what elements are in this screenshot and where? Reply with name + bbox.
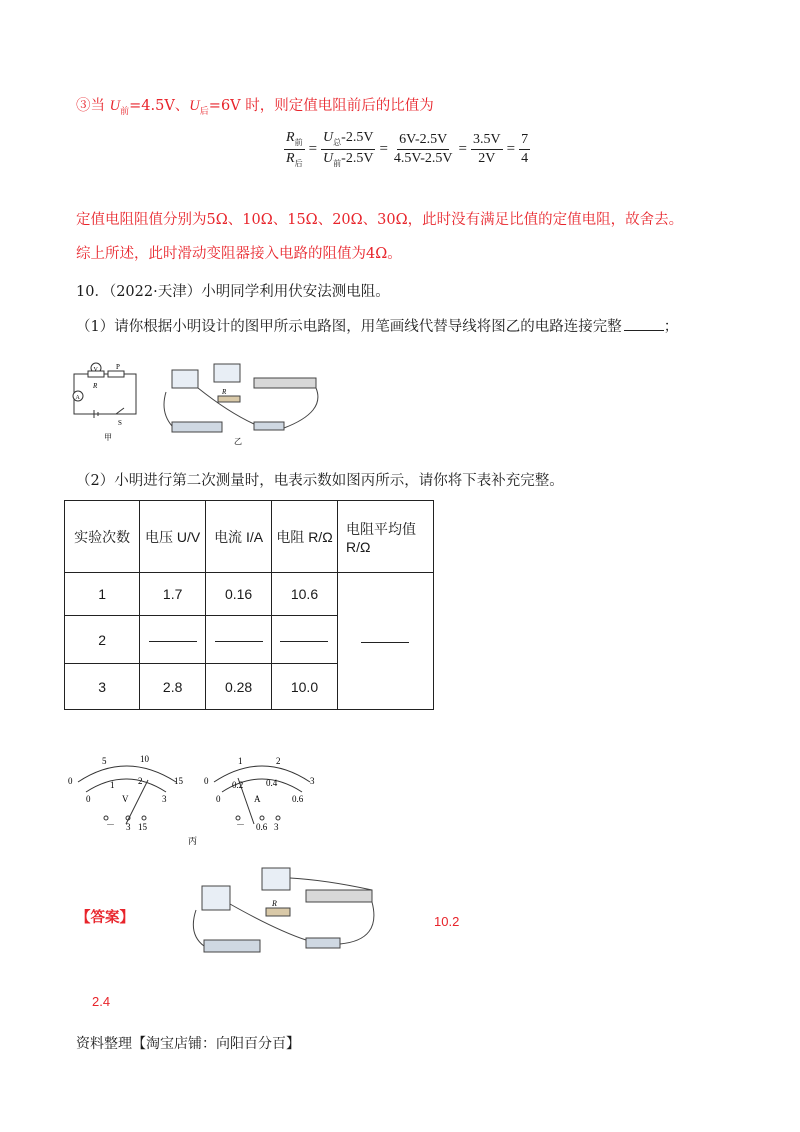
header-current: 电流 I/A [206, 501, 272, 573]
ammeter-symbol: A [75, 395, 80, 401]
measurement-table [64, 500, 434, 710]
svg-text:－: － [106, 820, 116, 830]
svg-text:2: 2 [138, 776, 143, 786]
svg-text:15: 15 [138, 822, 147, 832]
header-resistance: 电阻 R/Ω [272, 501, 338, 573]
resistor-label-yi: R [222, 388, 227, 396]
svg-text:0: 0 [216, 794, 221, 804]
header-voltage: 电压 U/V [140, 501, 206, 573]
question-10-part1: （1）请你根据小明设计的图甲所示电路图，用笔画线代替导线将图乙的电路连接完整 ； [76, 319, 679, 335]
svg-text:0: 0 [86, 794, 91, 804]
voltmeter-symbol: V [93, 367, 98, 373]
svg-text:0.6: 0.6 [256, 822, 268, 832]
table-row: 1 1.7 0.16 10.6 [65, 573, 434, 616]
resistances-paragraph: 定值电阻阻值分别为5Ω、10Ω、15Ω、20Ω、30Ω，此时没有满足比值的定值电阻，故舍去。 [76, 212, 684, 228]
footer-note: 资料整理【淘宝店铺：向阳百分百】 [76, 1036, 300, 1052]
table-header-row [65, 501, 434, 573]
svg-text:15: 15 [174, 776, 183, 786]
svg-text:0: 0 [204, 776, 209, 786]
circuit-diagram-jia [66, 358, 156, 444]
meters-bing [66, 752, 326, 848]
ratio-formula: $\frac{R_前}{R_后}$ = $\frac{U_总-2.5V}{U_前-2.5V}$ = $\frac{6V-2.5V}{4.5V-2.5V}$ = $\frac{3.5V}{2V}$ = $\frac{7}{4}$ [286, 130, 529, 168]
figure-label-jia: 甲 [104, 433, 112, 442]
table-row: 3 2.8 0.28 10.0 [65, 664, 434, 710]
svg-text:5: 5 [102, 756, 107, 766]
svg-text:3: 3 [162, 794, 167, 804]
answer-blank [280, 640, 328, 642]
answer-value-resistance: 10.2 [434, 914, 460, 929]
header-average: 电阻平均值 R/Ω [337, 501, 433, 573]
figure-label-bing: 丙 [188, 836, 198, 846]
svg-text:0.6: 0.6 [292, 794, 304, 804]
figure-label-yi: 乙 [234, 437, 242, 446]
answer-blank [215, 640, 263, 642]
svg-text:0.2: 0.2 [232, 780, 244, 790]
svg-text:10: 10 [140, 754, 149, 764]
svg-text:－: － [236, 820, 246, 830]
apparatus-yi [158, 352, 328, 448]
svg-text:A: A [254, 794, 261, 804]
table-row: 2 [65, 616, 434, 664]
average-cell [337, 573, 433, 710]
step3-line: ③当 $U_前=4.5V$、$U_后=6V$ 时，则定值电阻前后的比值为 [76, 98, 434, 117]
answer-label: 【答案】 [76, 909, 134, 926]
question-10-title: 10．（2022·天津）小明同学利用伏安法测电阻。 [76, 284, 390, 300]
switch-label: S [118, 419, 122, 427]
summary-paragraph: 综上所述，此时滑动变阻器接入电路的阻值为4Ω。 [76, 246, 402, 262]
svg-text:3: 3 [310, 776, 315, 786]
svg-text:1: 1 [238, 756, 243, 766]
header-trial: 实验次数 [65, 501, 140, 573]
svg-text:3: 3 [126, 822, 131, 832]
slider-label: P [116, 363, 120, 371]
resistor-label: R [93, 382, 98, 390]
answer-blank [149, 640, 197, 642]
svg-text:V: V [122, 794, 129, 804]
question-10-part2: （2）小明进行第二次测量时，电表示数如图丙所示，请你将下表补充完整。 [76, 473, 564, 489]
svg-text:0: 0 [68, 776, 73, 786]
answer-blank [624, 330, 664, 331]
svg-text:1: 1 [110, 780, 115, 790]
answer-blank [361, 641, 409, 643]
svg-text:2: 2 [276, 756, 281, 766]
answer-circuit-image [186, 860, 380, 964]
svg-text:0.4: 0.4 [266, 778, 278, 788]
svg-text:3: 3 [274, 822, 279, 832]
resistor-label-answer: R [272, 899, 277, 908]
answer-value-voltage: 2.4 [92, 994, 111, 1009]
